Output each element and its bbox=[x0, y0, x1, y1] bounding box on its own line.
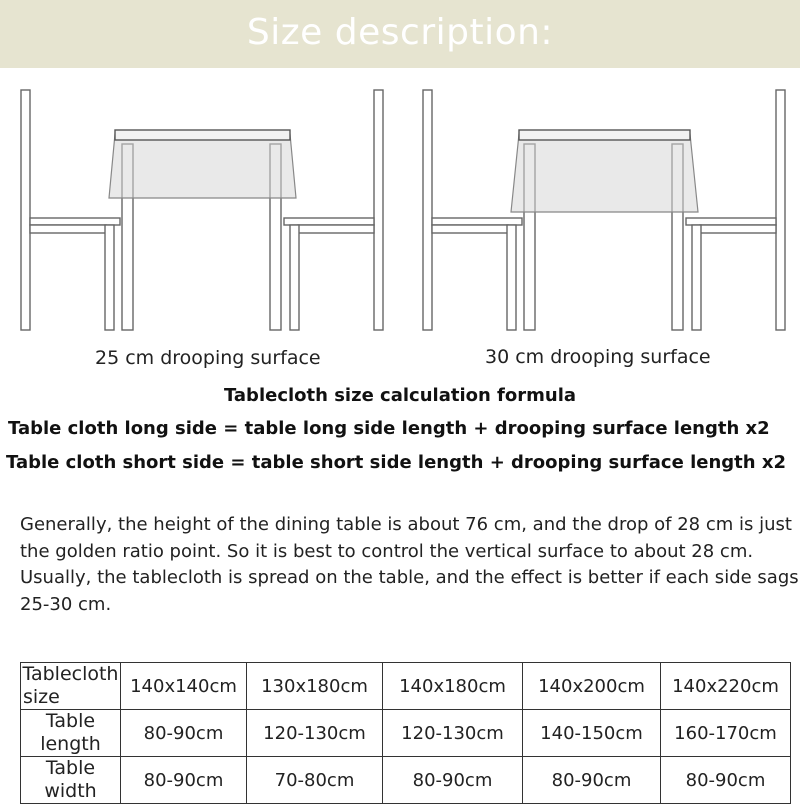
table-cell: 140x140cm bbox=[121, 663, 247, 710]
title-banner bbox=[0, 0, 800, 68]
table-cell: 140-150cm bbox=[523, 710, 661, 757]
diagram-30cm bbox=[418, 86, 790, 336]
right-chair-back bbox=[374, 90, 383, 330]
left-chair-seat bbox=[432, 218, 522, 225]
left-chair-rail bbox=[30, 225, 106, 233]
formula-title: Tablecloth size calculation formula bbox=[223, 385, 577, 406]
right-chair-back bbox=[776, 90, 785, 330]
diagram-25cm bbox=[16, 86, 388, 336]
table-cell: 140x200cm bbox=[523, 663, 661, 710]
table-cell: 80-90cm bbox=[523, 757, 661, 804]
left-chair-front-leg bbox=[105, 225, 114, 330]
left-chair-seat bbox=[30, 218, 120, 225]
caption-25cm: 25 cm drooping surface bbox=[95, 347, 321, 369]
row-header-tablecloth-size: Tablecloth size bbox=[21, 663, 121, 710]
formula-short-side: Table cloth short side = table short side length + drooping surface length x2 bbox=[6, 452, 786, 473]
right-chair-front-leg bbox=[290, 225, 299, 330]
right-chair-seat bbox=[686, 218, 776, 225]
table-cell: 160-170cm bbox=[661, 710, 791, 757]
left-chair-rail bbox=[432, 225, 508, 233]
table-cell: 120-130cm bbox=[383, 710, 523, 757]
table-cell: 80-90cm bbox=[121, 757, 247, 804]
tablecloth-drop-30cm bbox=[511, 134, 698, 212]
table-cell: 80-90cm bbox=[661, 757, 791, 804]
right-chair-rail bbox=[298, 225, 374, 233]
right-chair-seat bbox=[284, 218, 374, 225]
formula-long-side: Table cloth long side = table long side length + drooping surface length x2 bbox=[8, 418, 770, 439]
table-row-table-width bbox=[21, 757, 791, 804]
right-chair-front-leg bbox=[692, 225, 701, 330]
banner-title: Size description: bbox=[246, 12, 554, 53]
tablecloth-drop-25cm bbox=[109, 134, 296, 198]
left-chair-front-leg bbox=[507, 225, 516, 330]
caption-30cm: 30 cm drooping surface bbox=[485, 346, 711, 368]
table-cell: 120-130cm bbox=[247, 710, 383, 757]
table-chairs-illustration-30cm bbox=[418, 86, 790, 336]
table-cell: 140x220cm bbox=[661, 663, 791, 710]
table-top bbox=[115, 130, 290, 140]
left-chair-back bbox=[423, 90, 432, 330]
table-chairs-illustration-25cm bbox=[16, 86, 388, 336]
row-header-table-width: Table width bbox=[21, 757, 121, 804]
table-cell: 70-80cm bbox=[247, 757, 383, 804]
left-chair-back bbox=[21, 90, 30, 330]
row-header-table-length: Table length bbox=[21, 710, 121, 757]
table-cell: 80-90cm bbox=[383, 757, 523, 804]
table-top bbox=[519, 130, 690, 140]
description-paragraph: Generally, the height of the dining table is about 76 cm, and the drop of 28 cm is just the golden ratio point. So it is best to control the vertical surface to about 28 cm. Usually, the tablecloth is spread on the table, and the effect is better if each side sags 25-30 cm. bbox=[20, 514, 799, 615]
right-chair-rail bbox=[700, 225, 776, 233]
table-cell: 130x180cm bbox=[247, 663, 383, 710]
table-cell: 140x180cm bbox=[383, 663, 523, 710]
table-row-tablecloth-size bbox=[21, 663, 791, 710]
size-table bbox=[20, 662, 791, 804]
table-cell: 80-90cm bbox=[121, 710, 247, 757]
table-row-table-length bbox=[21, 710, 791, 757]
